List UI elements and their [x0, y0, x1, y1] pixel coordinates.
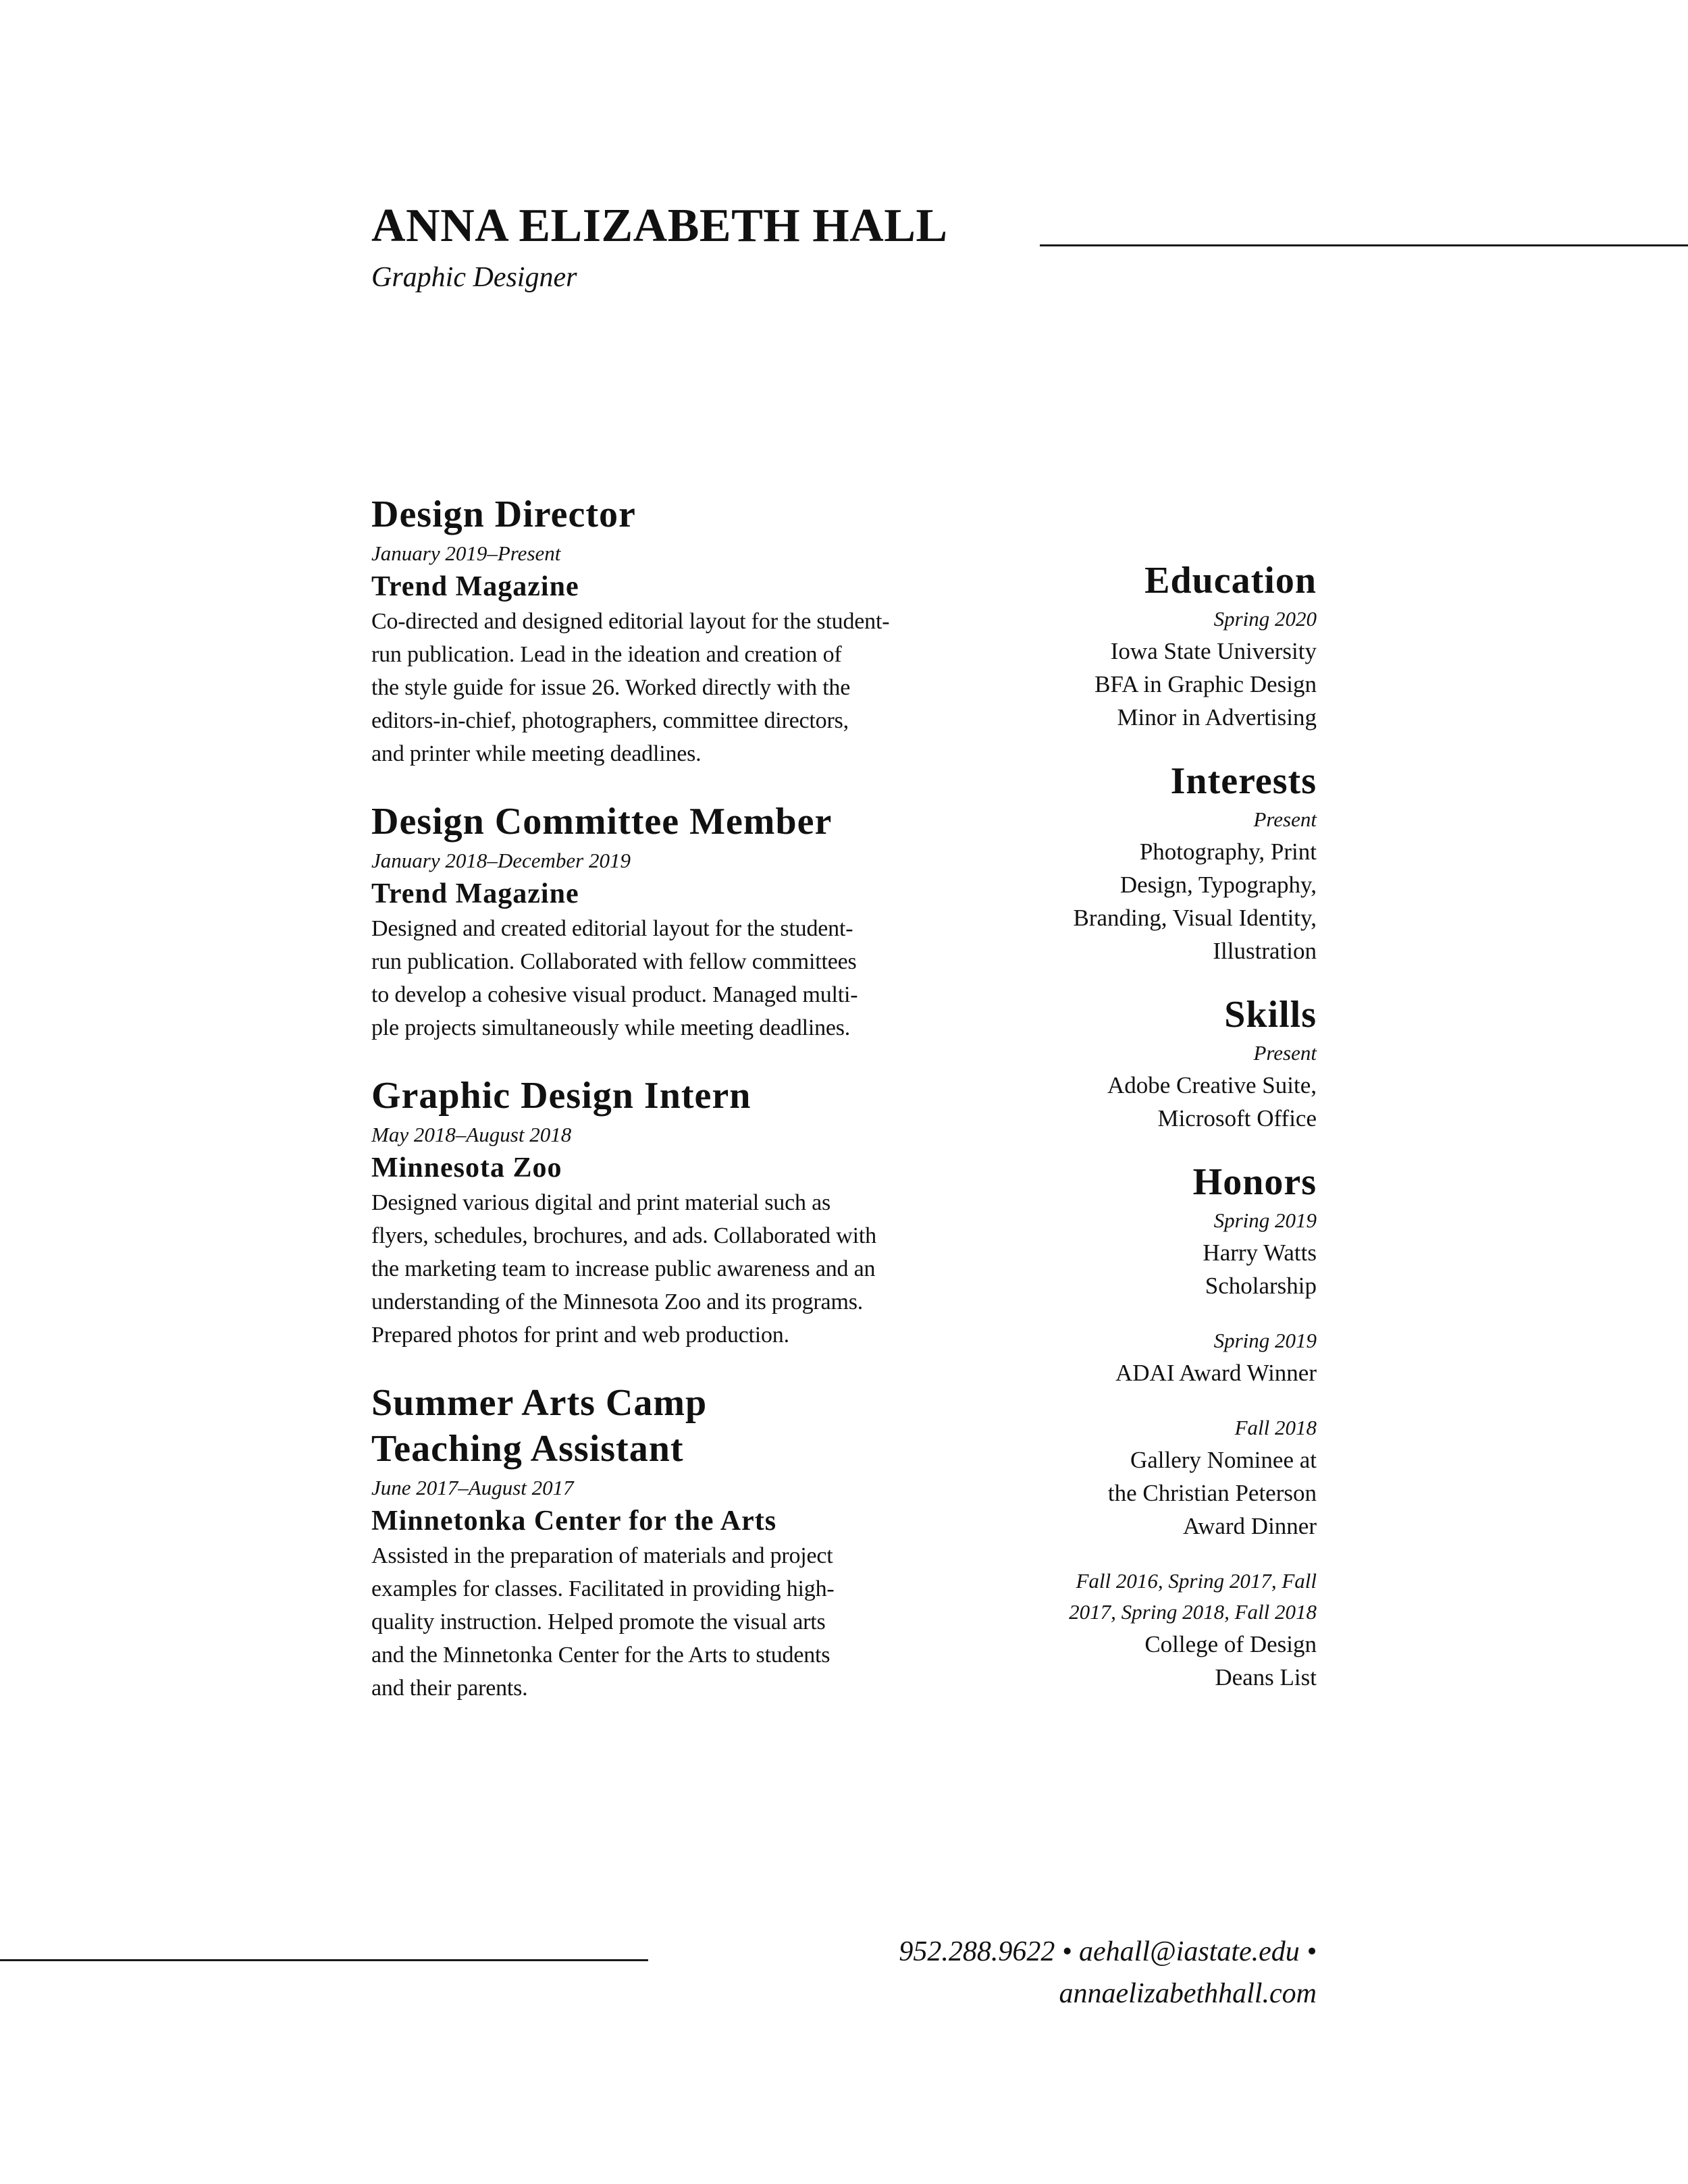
section-line: Illustration — [1213, 938, 1317, 964]
contact-phone-email: 952.288.9622 • aehall@iastate.edu • — [899, 1936, 1317, 1967]
job-subtitle: Graphic Designer — [371, 262, 577, 293]
job-description — [371, 1539, 932, 1705]
honor-date: Fall 2016, Spring 2017, Fall — [1076, 1569, 1317, 1593]
full-name: ANNA ELIZABETH HALL — [371, 200, 948, 252]
section-line: Minor in Advertising — [1117, 704, 1317, 730]
section-heading: Education — [1144, 560, 1317, 602]
honor-line: Award Dinner — [1183, 1513, 1317, 1539]
section-line: Branding, Visual Identity, — [1073, 905, 1317, 931]
section-line: Microsoft Office — [1157, 1105, 1317, 1131]
description-line: understanding of the Minnesota Zoo and its programs. — [371, 1289, 864, 1314]
honor-line: Harry Watts — [1203, 1240, 1317, 1266]
description-line: run publication. Lead in the ideation and creation of — [371, 642, 842, 667]
job-title-line: Teaching Assistant — [371, 1428, 684, 1470]
header-rule — [1040, 244, 1688, 246]
section-date: Present — [1253, 1041, 1317, 1065]
job-description — [371, 605, 932, 770]
job-title-line: Design Committee Member — [371, 801, 833, 843]
description-line: Prepared photos for print and web production. — [371, 1323, 789, 1348]
job-organization: Trend Magazine — [371, 878, 579, 909]
description-line: flyers, schedules, brochures, and ads. Collaborated with — [371, 1223, 876, 1248]
job-date: January 2018–December 2019 — [371, 849, 631, 872]
honor-line: Scholarship — [1205, 1273, 1317, 1299]
job-organization: Minnesota Zoo — [371, 1152, 562, 1183]
honor-date: Spring 2019 — [1213, 1208, 1317, 1232]
description-line: examples for classes. Facilitated in providing high- — [371, 1576, 835, 1601]
skills-section — [1013, 992, 1317, 1135]
description-line: Co-directed and designed editorial layout for the student- — [371, 609, 890, 634]
job-date: June 2017–August 2017 — [371, 1476, 574, 1499]
section-line: Iowa State University — [1110, 638, 1317, 664]
job-title-line: Summer Arts Camp — [371, 1382, 708, 1424]
section-line: Photography, Print — [1139, 838, 1317, 865]
honor-line: College of Design — [1144, 1631, 1317, 1657]
description-line: run publication. Collaborated with fellow committees — [371, 949, 857, 974]
experience-entry — [371, 1073, 932, 1352]
section-heading: Honors — [1192, 1161, 1317, 1203]
experience-entry — [371, 491, 932, 770]
job-title-line: Graphic Design Intern — [371, 1075, 751, 1117]
honor-date: Fall 2018 — [1234, 1416, 1317, 1439]
job-title — [371, 1073, 932, 1119]
job-description — [371, 912, 932, 1044]
description-line: ple projects simultaneously while meeting deadlines. — [371, 1015, 851, 1040]
honor-line: ADAI Award Winner — [1115, 1360, 1317, 1386]
description-line: editors-in-chief, photographers, committee directors, — [371, 708, 849, 733]
description-line: the marketing team to increase public awareness and an — [371, 1256, 876, 1281]
section-heading: Skills — [1224, 994, 1317, 1036]
description-line: Designed and created editorial layout for the student- — [371, 916, 853, 941]
job-description — [371, 1186, 932, 1352]
honor-entry — [1013, 1325, 1317, 1389]
honor-date: 2017, Spring 2018, Fall 2018 — [1069, 1600, 1317, 1624]
honor-line: Gallery Nominee at — [1130, 1447, 1317, 1473]
experience-entry — [371, 1380, 932, 1705]
honor-line: Deans List — [1215, 1664, 1317, 1690]
job-title — [371, 799, 932, 845]
section-heading: Interests — [1170, 760, 1317, 802]
description-line: quality instruction. Helped promote the visual arts — [371, 1609, 826, 1634]
section-line: Adobe Creative Suite, — [1107, 1072, 1317, 1098]
experience-column — [371, 491, 932, 1733]
job-title — [371, 1380, 932, 1472]
description-line: and their parents. — [371, 1676, 528, 1701]
honor-entry — [1013, 1566, 1317, 1694]
job-organization: Minnetonka Center for the Arts — [371, 1506, 777, 1537]
job-date: January 2019–Present — [371, 541, 561, 565]
job-organization: Trend Magazine — [371, 571, 579, 602]
resume-header — [371, 199, 948, 295]
description-line: and printer while meeting deadlines. — [371, 741, 702, 766]
section-line: Design, Typography, — [1119, 872, 1317, 898]
job-title-line: Design Director — [371, 494, 636, 535]
description-line: to develop a cohesive visual product. Managed multi- — [371, 982, 858, 1007]
honor-entry — [1013, 1205, 1317, 1302]
contact-website: annaelizabethhall.com — [1059, 1978, 1317, 2009]
description-line: Designed various digital and print material such as — [371, 1190, 831, 1215]
contact-info — [743, 1931, 1317, 2015]
honors-section — [1013, 1159, 1317, 1694]
footer-rule — [0, 1959, 648, 1961]
job-date: May 2018–August 2018 — [371, 1123, 572, 1146]
job-title — [371, 491, 932, 537]
section-date: Present — [1253, 807, 1317, 831]
sidebar-column — [1013, 558, 1317, 1718]
section-line: BFA in Graphic Design — [1094, 671, 1317, 697]
description-line: the style guide for issue 26. Worked directly with the — [371, 675, 851, 700]
description-line: Assisted in the preparation of materials and project — [371, 1543, 833, 1568]
section-date: Spring 2020 — [1213, 607, 1317, 631]
experience-entry — [371, 799, 932, 1044]
interests-section — [1013, 758, 1317, 967]
honor-date: Spring 2019 — [1213, 1329, 1317, 1352]
education-section — [1013, 558, 1317, 734]
honor-line: the Christian Peterson — [1107, 1480, 1317, 1506]
description-line: and the Minnetonka Center for the Arts to students — [371, 1643, 830, 1668]
honor-entry — [1013, 1412, 1317, 1543]
